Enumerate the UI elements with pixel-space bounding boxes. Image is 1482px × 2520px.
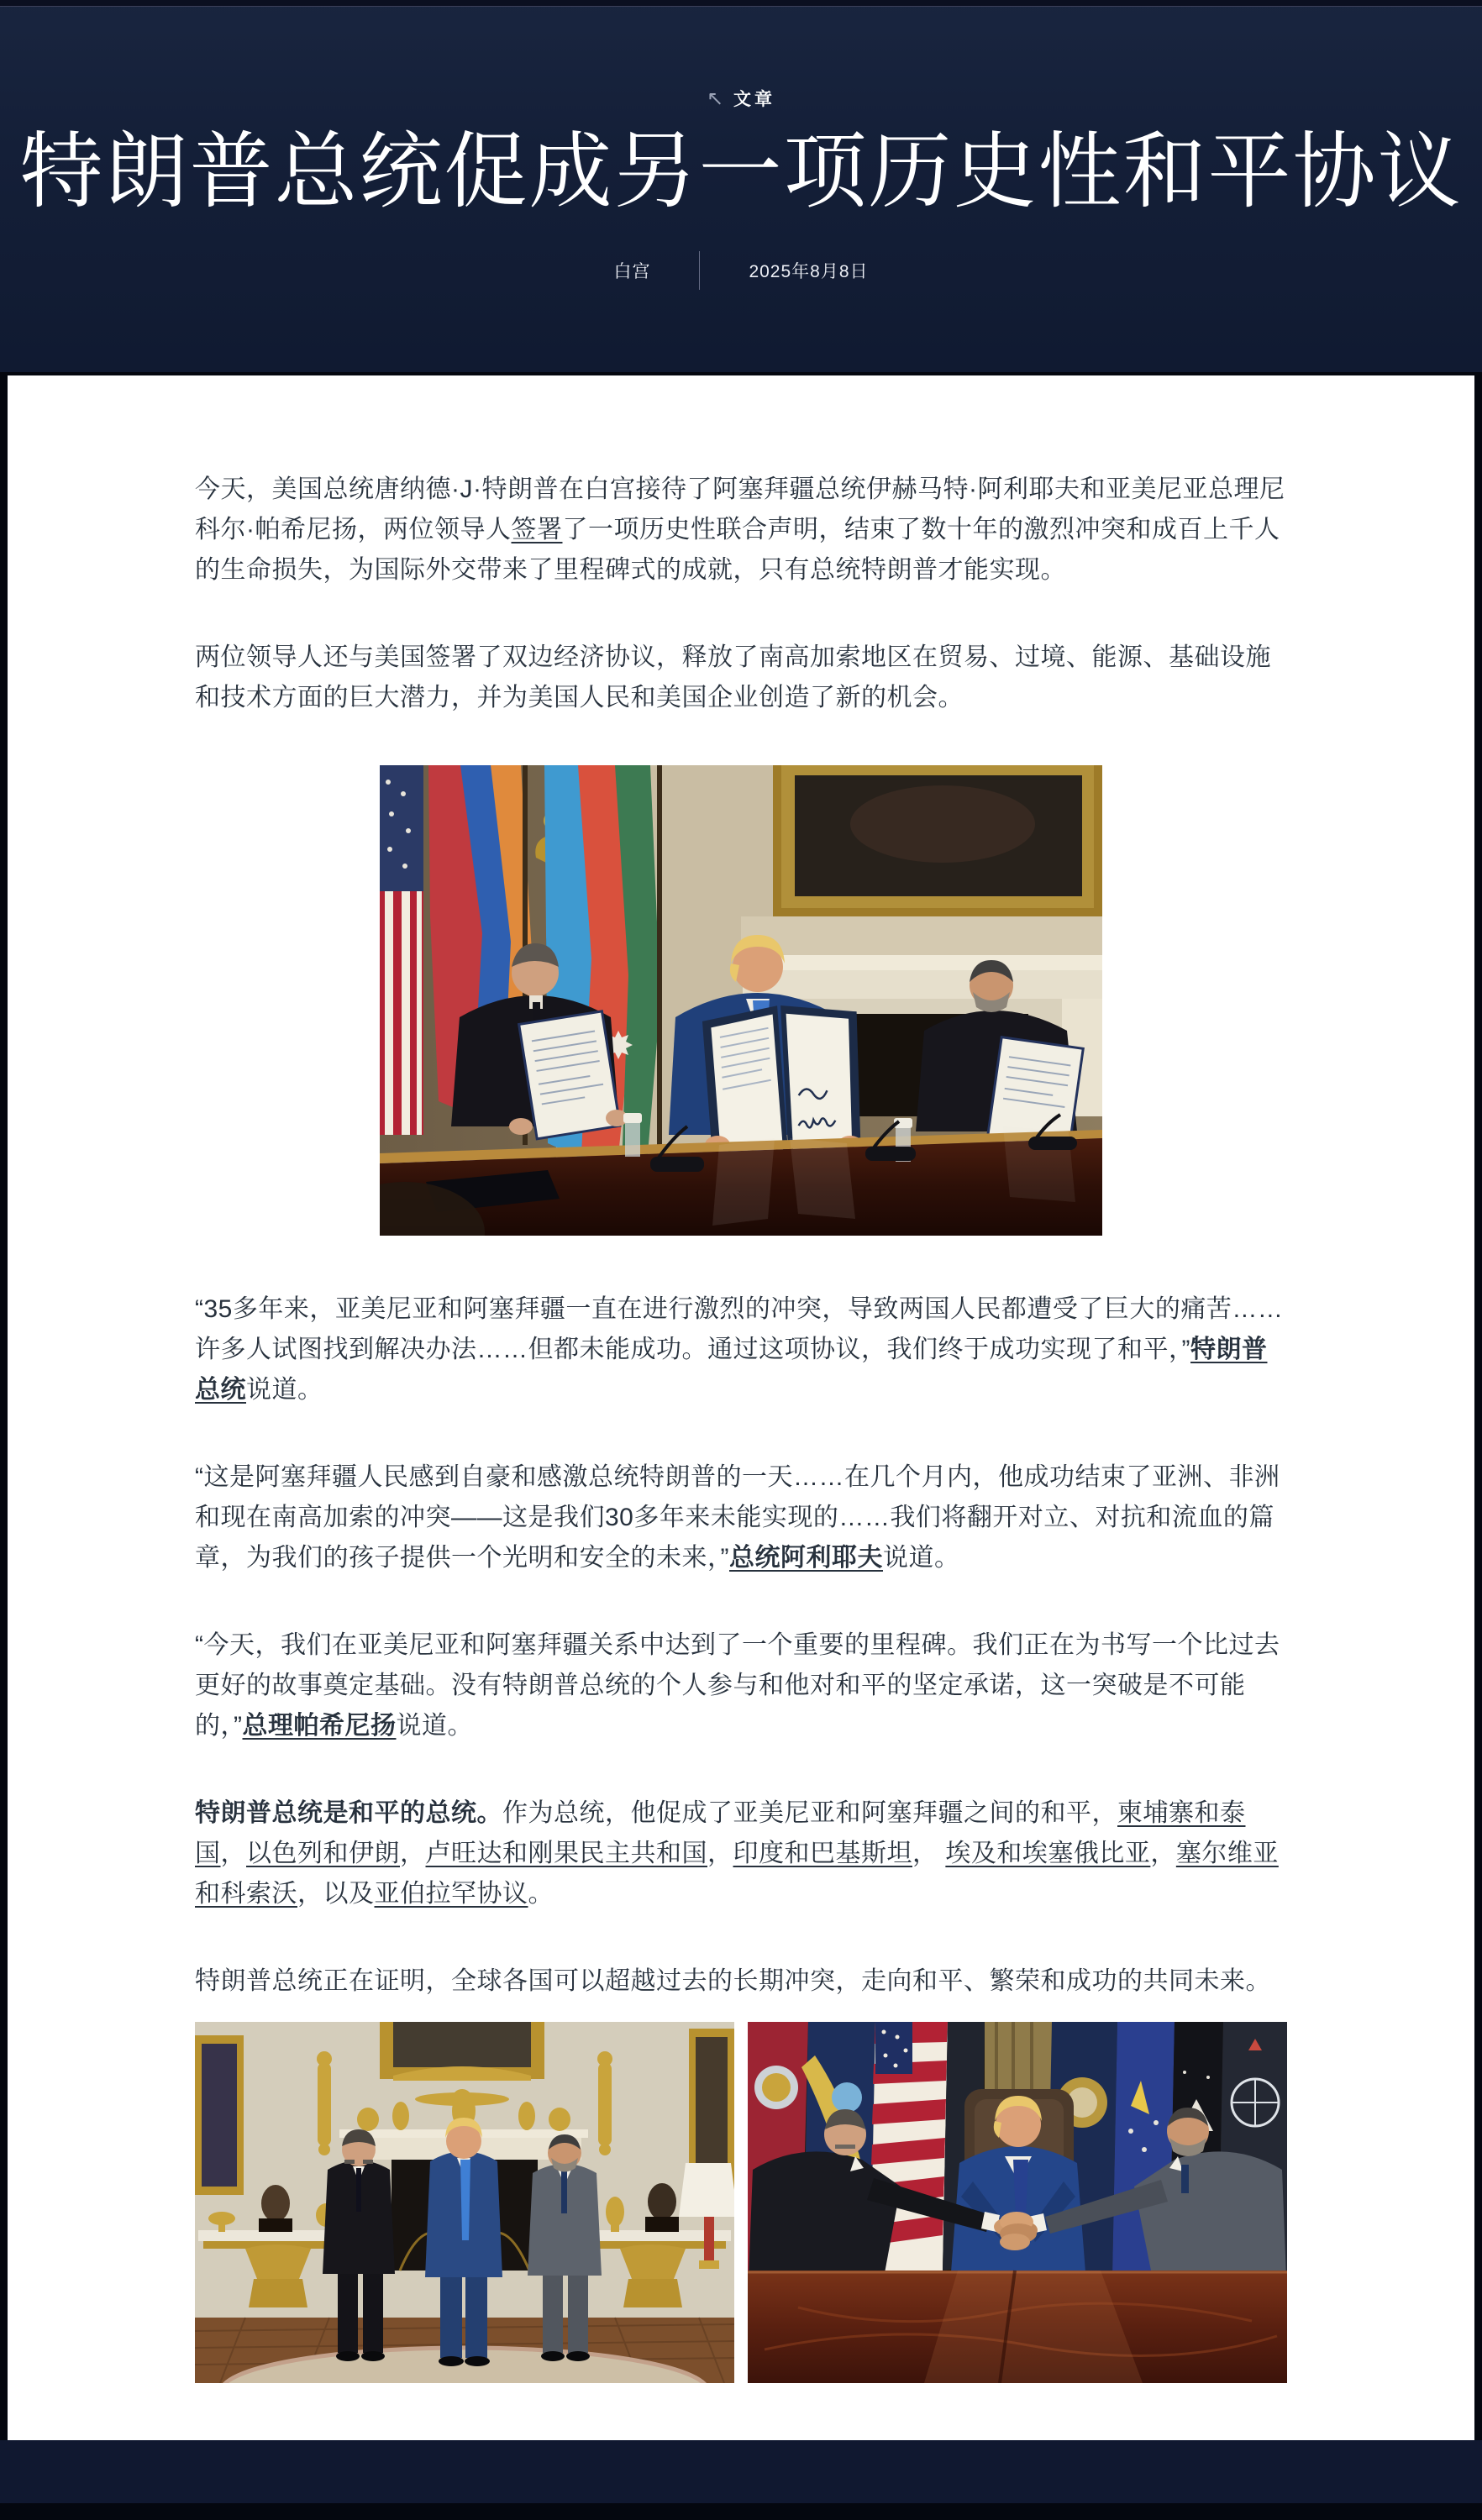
handshake-illustration <box>748 2022 1287 2383</box>
text-segment: “这是阿塞拜疆人民感到自豪和感激总统特朗普的一天……在几个月内，他成功结束了亚洲、非洲和现在南高加索的冲突——这是我们30多年来未能实现的……我们将翻开对立、对抗和流血的篇章，为我们的孩子提供一个光明和安全的未来，” <box>195 1463 1280 1572</box>
text-segment: ， <box>912 1840 946 1867</box>
article-card <box>8 375 1474 2440</box>
text-segment: 说道。 <box>396 1712 473 1740</box>
article-paragraph <box>195 638 1287 718</box>
meta-source: 白宫 <box>613 261 651 281</box>
arrow-up-left-icon: ↖ <box>706 87 724 110</box>
photo-row <box>195 2022 1287 2383</box>
text-segment: 两位领导人还与美国签署了双边经济协议，释放了南高加索地区在贸易、过境、能源、基础设施和技术方面的巨大潜力，并为美国人民和美国企业创造了新的机会。 <box>195 643 1271 711</box>
text-segment: ， <box>1150 1840 1176 1867</box>
text-segment: ，以及 <box>297 1880 375 1908</box>
page-footer <box>0 2440 1482 2503</box>
inline-link[interactable]: 柬埔寨和泰国 <box>195 1799 1246 1867</box>
standing-group-photo <box>195 2022 734 2383</box>
header-top-strip <box>0 0 1482 7</box>
article-column <box>195 470 1287 2383</box>
text-segment: 特朗普总统正在证明，全球各国可以超越过去的长期冲突，走向和平、繁荣和成功的共同未来。 <box>195 1967 1271 1995</box>
text-segment: ， <box>707 1840 733 1867</box>
inline-link[interactable]: 塞尔维亚和科索沃 <box>195 1840 1279 1908</box>
article-header <box>0 0 1482 372</box>
inline-link[interactable]: 印度和巴基斯坦 <box>733 1840 912 1867</box>
eyebrow-label: 文章 <box>733 90 776 109</box>
inline-link[interactable]: 埃及和埃塞俄比亚 <box>945 1840 1151 1867</box>
text-segment: 特朗普总统是和平的总统。 <box>195 1799 502 1827</box>
text-segment: “今天，我们在亚美尼亚和阿塞拜疆关系中达到了一个重要的里程碑。我们正在为书写一个比过去更好的故事奠定基础。没有特朗普总统的个人参与和他对和平的坚定承诺，这一突破是不可能的，” <box>195 1631 1280 1740</box>
inline-link[interactable]: 签署 <box>511 516 563 543</box>
text-segment: 今天，美国总统唐纳德·J·特朗普在白宫接待了阿塞拜疆总统伊赫马特·阿利耶夫和亚美尼亚总理尼科尔·帕希尼扬，两位领导人 <box>195 475 1285 543</box>
standing-group-illustration <box>195 2022 734 2383</box>
article-paragraph <box>195 470 1287 591</box>
eyebrow-articles-link[interactable] <box>707 86 775 111</box>
text-segment: 了一项历史性联合声明，结束了数十年的激烈冲突和成百上千人的生命损失，为国际外交带来了里程碑式的成就，只有总统特朗普才能实现。 <box>195 516 1280 584</box>
inline-link[interactable]: 总统阿利耶夫 <box>729 1544 883 1572</box>
article-paragraph <box>195 1793 1287 1914</box>
text-segment: “35多年来，亚美尼亚和阿塞拜疆一直在进行激烈的冲突，导致两国人民都遭受了巨大的痛苦……许多人试图找到解决办法……但都未能成功。通过这项协议，我们终于成功实现了和平，” <box>195 1295 1284 1363</box>
inline-link[interactable]: 特朗普总统 <box>195 1336 1268 1404</box>
page-title: 特朗普总统促成另一项历史性和平协议 <box>19 127 1463 218</box>
article-meta <box>613 251 868 290</box>
text-segment: 说道。 <box>883 1544 960 1572</box>
meta-divider <box>699 251 700 290</box>
article-paragraph <box>195 1289 1287 1410</box>
text-segment: 说道。 <box>246 1376 323 1404</box>
text-segment: ， <box>400 1840 426 1867</box>
text-segment: 作为总统，他促成了亚美尼亚和阿塞拜疆之间的和平， <box>502 1799 1117 1827</box>
text-segment: 。 <box>528 1880 554 1908</box>
inline-link[interactable]: 亚伯拉罕协议 <box>374 1880 528 1908</box>
signing-ceremony-illustration <box>380 765 1102 1236</box>
article-paragraph <box>195 1625 1287 1746</box>
inline-link[interactable]: 总理帕希尼扬 <box>242 1712 397 1740</box>
signing-ceremony-photo <box>380 765 1102 1236</box>
inline-link[interactable]: 以色列和伊朗 <box>246 1840 400 1867</box>
handshake-photo <box>748 2022 1287 2383</box>
inline-link[interactable]: 卢旺达和刚果民主共和国 <box>425 1840 707 1867</box>
article-paragraph <box>195 1457 1287 1578</box>
text-segment: ， <box>220 1840 246 1867</box>
meta-date: 2025年8月8日 <box>749 261 869 281</box>
article-paragraph <box>195 1961 1287 2002</box>
